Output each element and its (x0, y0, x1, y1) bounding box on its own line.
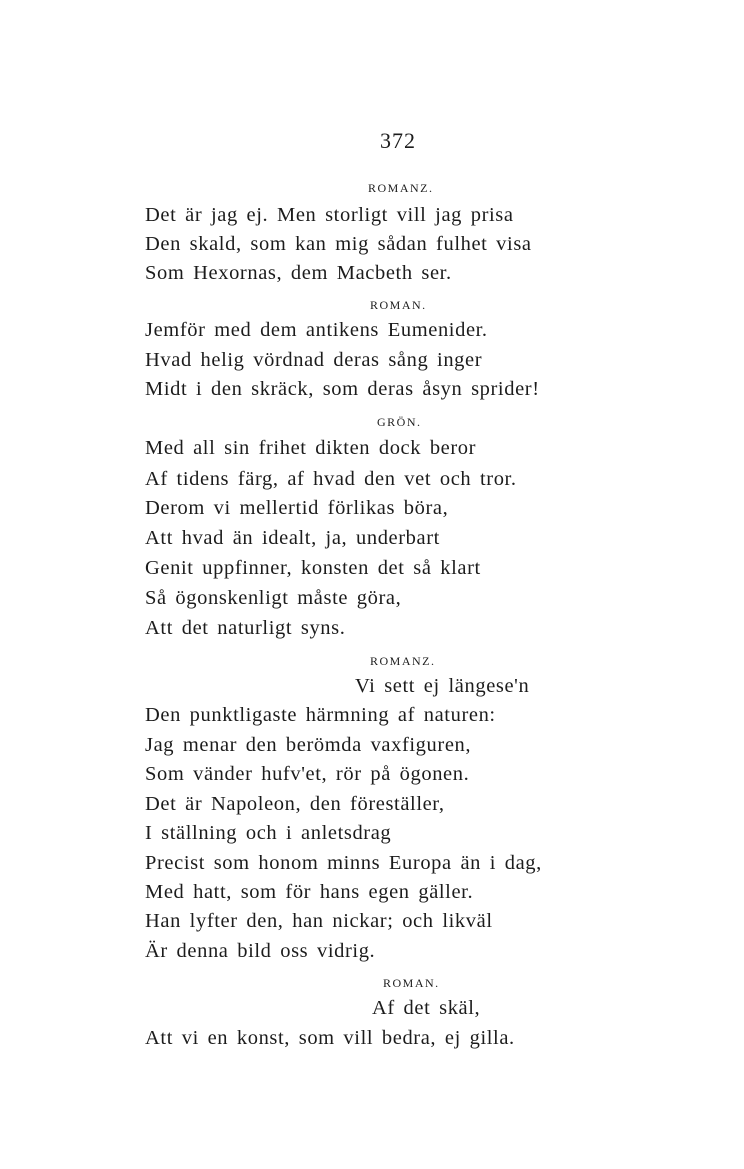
verse-line: Som Hexornas, dem Macbeth ser. (145, 262, 452, 284)
verse-line: Är denna bild oss vidrig. (145, 940, 376, 962)
speaker-label: GRÖN. (377, 415, 422, 429)
verse-line: Att vi en konst, som vill bedra, ej gilla. (145, 1027, 515, 1049)
verse-line: Det är jag ej. Men storligt vill jag prisa (145, 204, 514, 226)
verse-line: Jag menar den berömda vaxfiguren, (145, 734, 472, 756)
verse-line: Med all sin frihet dikten dock beror (145, 437, 477, 459)
verse-line: Af det skäl, (372, 997, 481, 1019)
verse-line: Så ögonskenligt måste göra, (145, 587, 402, 609)
verse-line: Derom vi mellertid förlikas böra, (145, 497, 449, 519)
verse-line: I ställning och i anletsdrag (145, 822, 392, 844)
verse-line: Det är Napoleon, den föreställer, (145, 793, 445, 815)
speaker-label: ROMAN. (383, 976, 440, 990)
verse-line: Att hvad än idealt, ja, underbart (145, 527, 440, 549)
verse-line: Som vänder hufv'et, rör på ögonen. (145, 763, 470, 785)
verse-line: Den skald, som kan mig sådan fulhet visa (145, 233, 532, 255)
verse-line: Den punktligaste härmning af naturen: (145, 704, 496, 726)
speaker-label: ROMANZ. (370, 654, 436, 668)
verse-line: Jemför med dem antikens Eumenider. (145, 319, 488, 341)
verse-line: Genit uppfinner, konsten det så klart (145, 557, 481, 579)
speaker-label: ROMAN. (370, 298, 427, 312)
verse-line: Han lyfter den, han nickar; och likväl (145, 910, 493, 932)
verse-line: Af tidens färg, af hvad den vet och tror. (145, 468, 517, 490)
verse-line: Midt i den skräck, som deras åsyn sprider! (145, 378, 540, 400)
page-number: 372 (380, 128, 416, 153)
speaker-label: ROMANZ. (368, 181, 434, 195)
verse-line: Hvad helig vördnad deras sång inger (145, 349, 483, 371)
verse-line: Vi sett ej längese'n (355, 675, 530, 697)
verse-line: Precist som honom minns Europa än i dag, (145, 852, 542, 874)
verse-line: Med hatt, som för hans egen gäller. (145, 881, 474, 903)
verse-line: Att det naturligt syns. (145, 617, 346, 639)
